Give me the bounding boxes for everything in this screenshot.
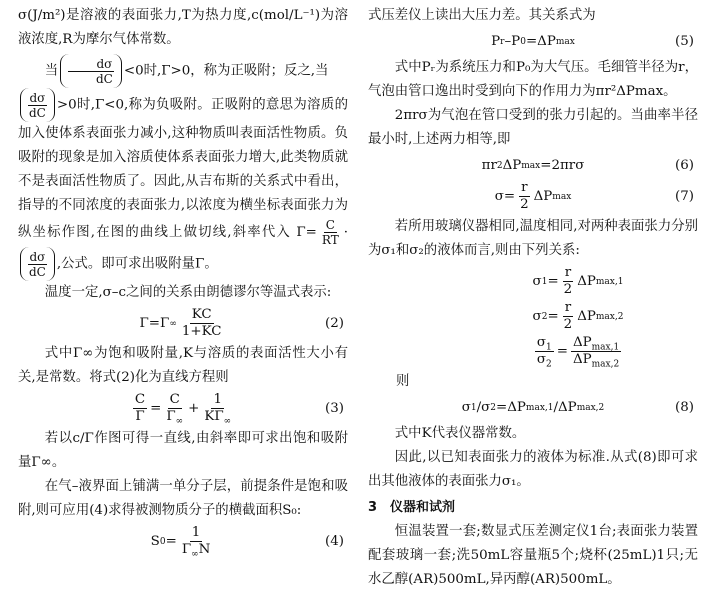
- equation-6: πr 2 ΔP max =2πrσ (6): [481, 158, 694, 173]
- equation-3: $\frac{C}{\Gamma}$ = $\frac{C}{\Gamma_\infty}$ + $\frac{1}{K\Gamma_\infty}$ (3): [134, 392, 344, 427]
- equation-4: S 0 = $\frac{1}{\Gamma_\infty N}$ (4): [150, 525, 344, 560]
- paragraph-standard-liquid: 因此,以已知表面张力的液体为标准.从式(8)即可求出其他液体的表面张力σ₁。: [368, 450, 698, 489]
- paragraph-monolayer: 在气–液界面上铺满一单分子层，前提条件是饱和吸附,则可应用(4)求得被测物质分子的横截面积S₀:: [18, 479, 348, 518]
- then-label: 则: [396, 374, 410, 389]
- paragraph-positive-adsorption: 当 $\frac{d\sigma}{dC}$ <0时,Γ>0，称为正吸附；反之,当: [18, 54, 348, 88]
- derivative-dsigma-dc-2: $\frac{d\sigma}{dC}$: [20, 88, 55, 122]
- paragraph-definitions: σ(J/m²)是溶液的表面张力,T为热力度,c(mol/L⁻¹)为溶液浓度,R为摩尔气体常数。: [18, 8, 348, 47]
- equation-sigma1: σ 1 = $\frac{r}{2}$ ΔP max,1: [532, 265, 624, 297]
- paragraph-two-liquids: 若所用玻璃仪器相同,温度相同,对两种表面张力分别为σ₁和σ₂的液体而言,则由下列关系:: [368, 219, 698, 258]
- paragraph-langmuir-intro: 温度一定,σ–c之间的关系由朗德谬尔等温式表示:: [44, 285, 332, 300]
- paragraph-capillary: 式中Pᵣ为系统压力和P₀为大气压。毛细管半径为r，气泡由管口逸出时受到向下的作用力为πr²ΔPmax。: [368, 60, 698, 99]
- paragraph-saturation: 式中Γ∞为饱和吸附量,K与溶质的表面活性大小有关,是常数。将式(2)化为直线方程则: [18, 346, 348, 385]
- equation-7: σ= $\frac{r}{2}$ ΔP max (7): [494, 180, 694, 212]
- equation-ratio: $\frac{\sigma_1}{\sigma_2}$ = $\frac{\Delta P_{max,1}}{\Delta P_{max,2}}$: [536, 335, 620, 370]
- equation-2: Γ=Γ ∞ $\frac{KC}{1+KC}$ (2): [139, 307, 344, 339]
- derivative-dsigma-dc: $\frac{d\sigma}{dC}$: [60, 54, 122, 88]
- equation-5: P r –P 0 =ΔP max (5): [491, 34, 694, 49]
- paragraph-instrument-constant: 式中K代表仪器常数。: [394, 426, 526, 441]
- gibbs-formula: Γ= $\frac{C}{RT}$ · $\frac{d\sigma}{dC}$: [18, 225, 348, 272]
- equation-sigma2: σ 2 = $\frac{r}{2}$ ΔP max,2: [532, 300, 624, 332]
- paragraph-pressure-intro: 式压差仪上读出大压力差。其关系式为: [368, 8, 596, 23]
- section-heading-instruments: 3 仪器和试剂: [368, 500, 456, 515]
- paragraph-plot-line: 若以c/Γ作图可得一直线,由斜率即可求出饱和吸附量Γ∞。: [18, 431, 348, 470]
- right-column: [368, 4, 698, 592]
- paragraph-tension-force: 2πrσ为气泡在管口受到的张力引起的。当曲率半径最小时,上述两力相等,即: [368, 108, 698, 147]
- paragraph-equipment-list: 恒温装置一套;数显式压差测定仪1台;表面张力装置配套玻璃一套;洗50mL容量瓶5个;烧杯(25mL)1只;无水乙醇(AR)500mL,异丙醇(AR)500mL。: [368, 524, 698, 587]
- paragraph-negative-adsorption: $\frac{d\sigma}{dC}$ >0时,Γ<0,称为负吸附。正吸附的意思为溶质的加入使体系表面张力减小,这种物质叫表面活性物质。负吸附的现象是加入溶质使体系表面张力增大,此类物质就不是表面活性物质了。因此,从吉布斯的关系式中看出，指导的不同浓度的表面张力,以浓度为横坐标表面张力为纵坐标作图,在图的曲线上做切线,斜率代入 Γ= $\frac{C}{RT}$ · $\frac{d\sigma}{dC}$ ,公式。即可求出吸附量Γ。: [18, 88, 348, 281]
- left-column: [18, 4, 348, 560]
- equation-8: σ 1 /σ 2 =ΔP max,1 /ΔP max,2 (8): [461, 400, 694, 415]
